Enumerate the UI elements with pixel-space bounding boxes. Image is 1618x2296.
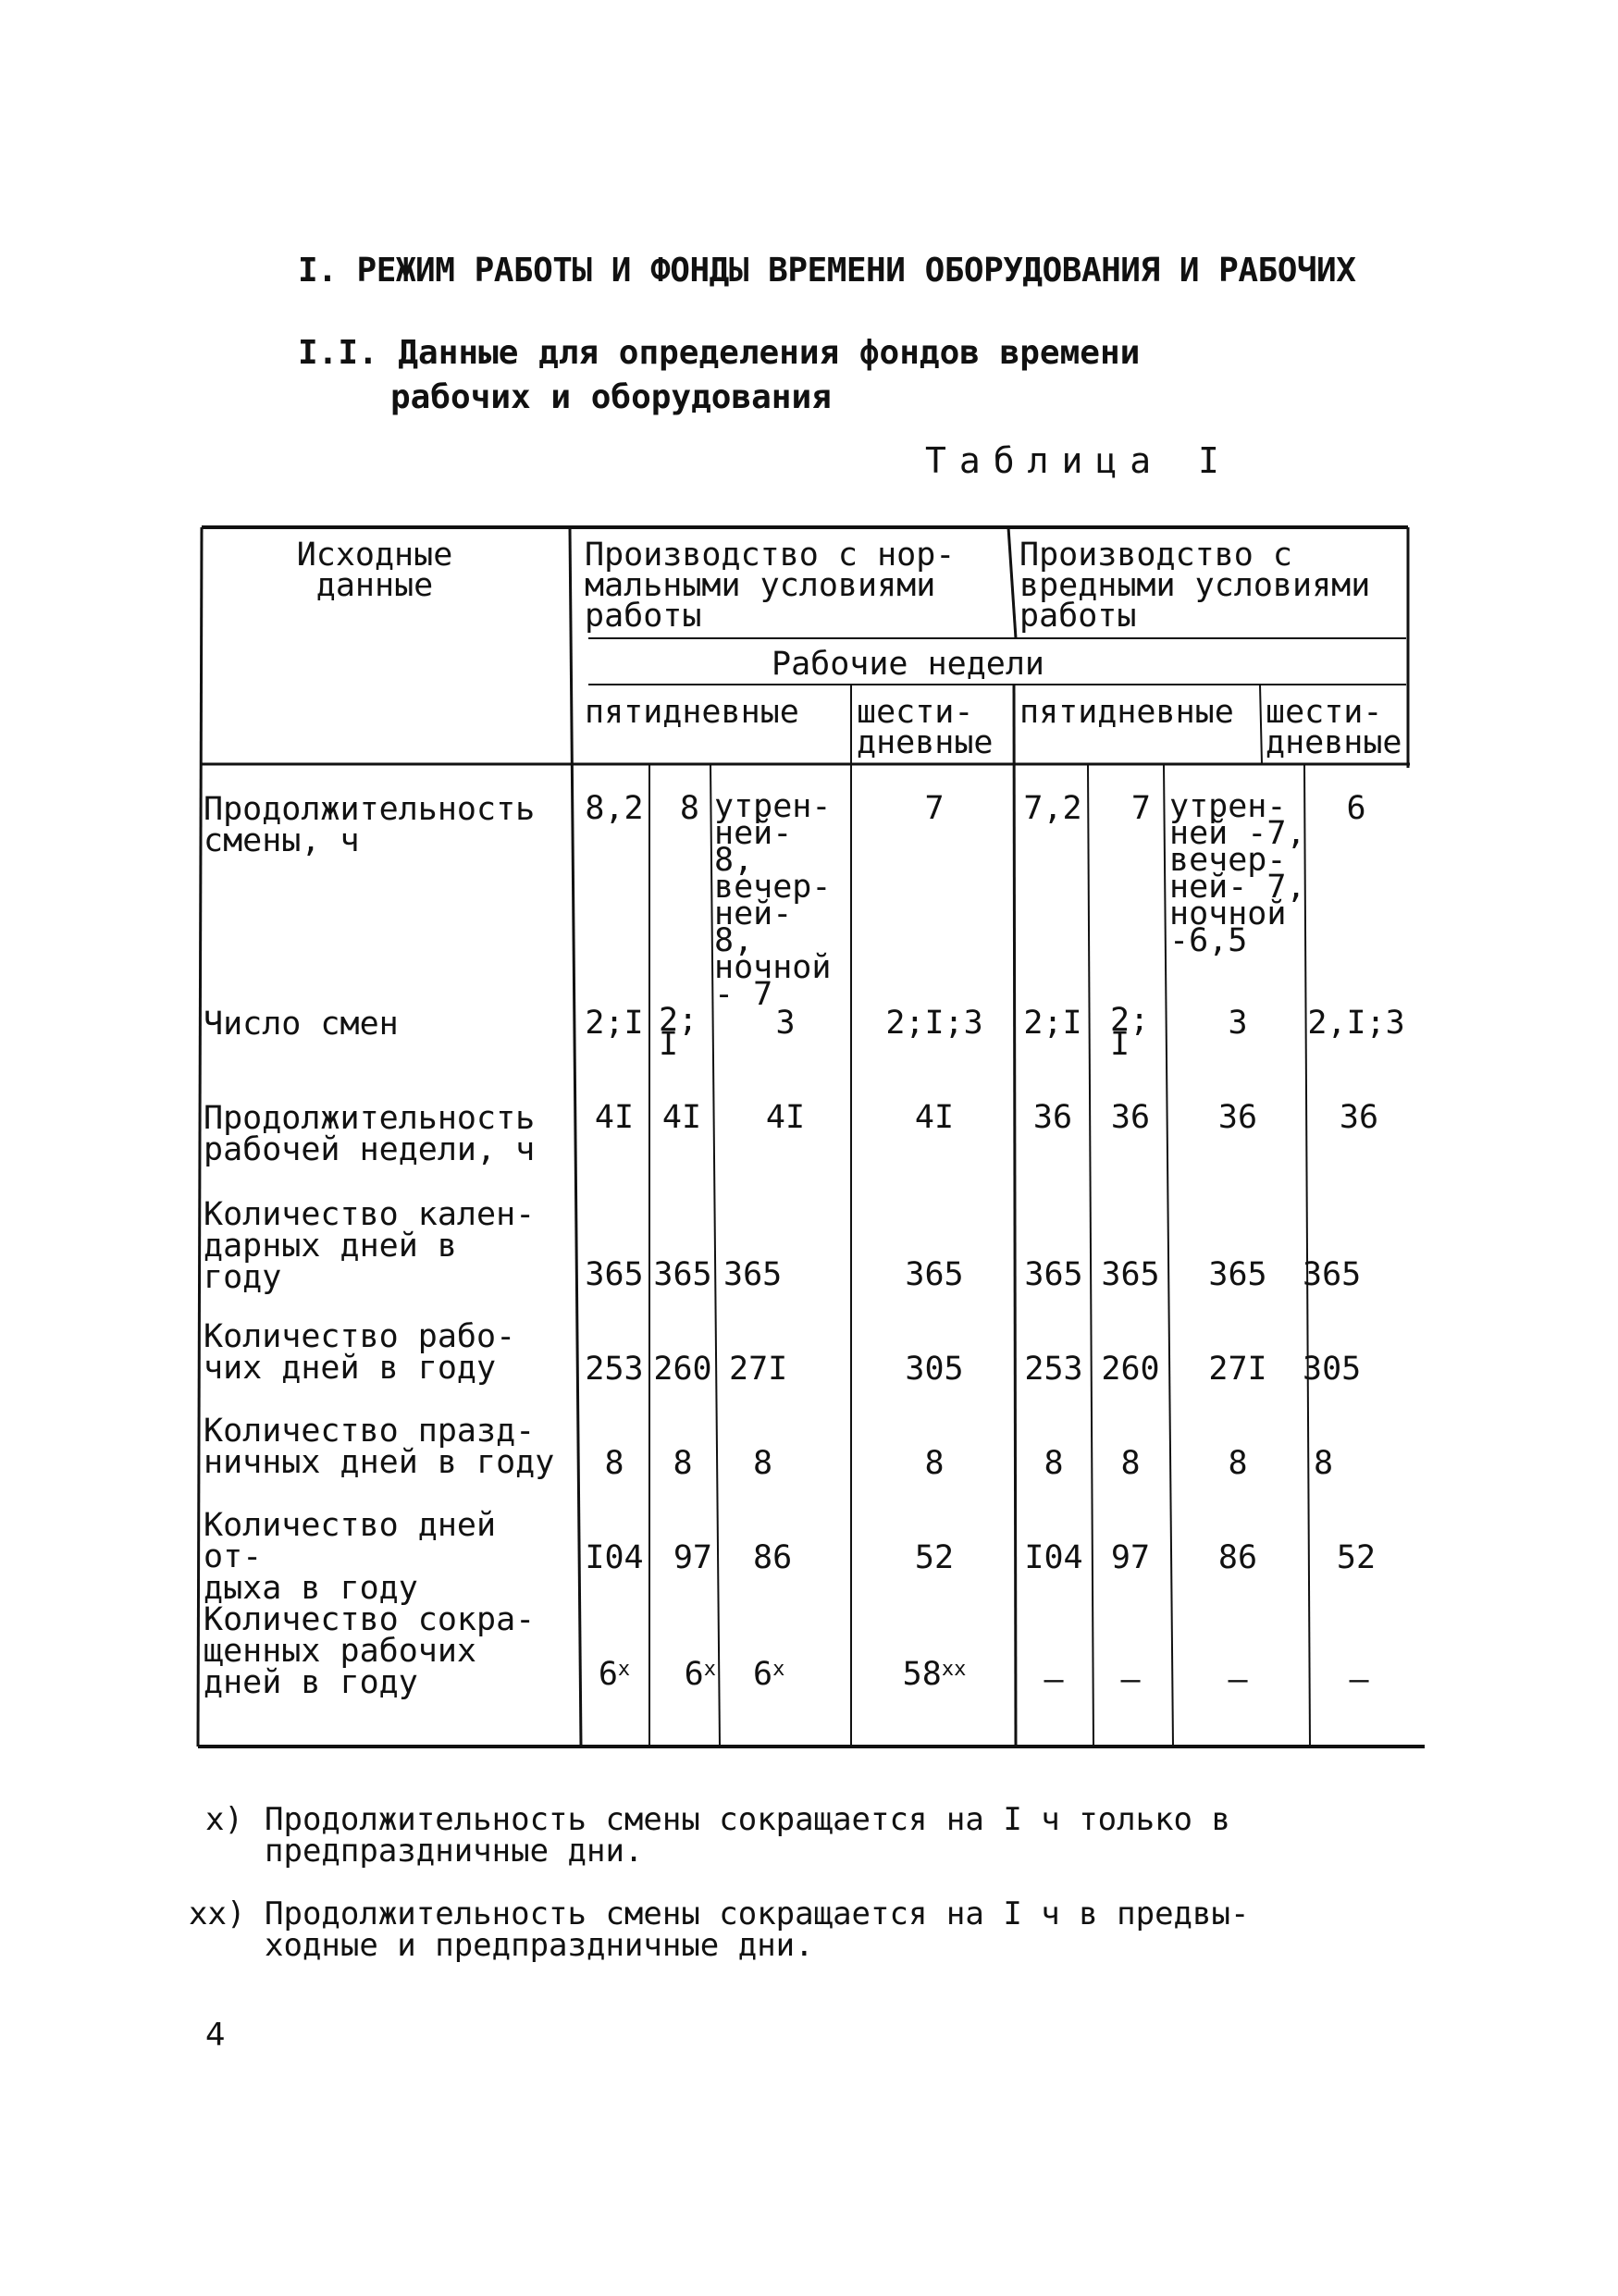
header-five-day-normal: пятидневные bbox=[585, 694, 799, 731]
cell: утрен- ней -7, вечер- ней- 7, ночной -6,5 bbox=[1169, 788, 1306, 959]
cell: 260 bbox=[653, 1351, 712, 1388]
cell: 27I bbox=[729, 1351, 788, 1388]
header-normal-conditions: Производство с нор- мальными условиями работы bbox=[585, 537, 956, 635]
cell: 7 bbox=[1130, 790, 1151, 827]
cell: 7 bbox=[924, 790, 945, 827]
cell: 260 bbox=[1101, 1351, 1160, 1388]
cell: 2; I bbox=[659, 1002, 698, 1063]
cell: 86 bbox=[753, 1539, 793, 1576]
cell: 8 bbox=[1228, 1445, 1248, 1482]
footnote-xx bbox=[189, 1895, 1502, 1972]
cell: 27I bbox=[1208, 1351, 1267, 1388]
cell: 253 bbox=[1024, 1351, 1083, 1388]
cell: 365 bbox=[1208, 1256, 1267, 1293]
cell: 6 bbox=[1346, 790, 1366, 827]
cell: 8 bbox=[1044, 1445, 1064, 1482]
header-six-day-normal: шести- дневные bbox=[857, 694, 994, 761]
row-label-shift-duration: Продолжительность смены, ч bbox=[204, 791, 536, 859]
cell: 8 bbox=[673, 1445, 693, 1482]
footnote-mark: xx) bbox=[189, 1895, 246, 1932]
header-source-data: Исходные данные bbox=[296, 537, 453, 604]
cell: 58$^{xx}$ bbox=[902, 1656, 967, 1693]
footnote-text: Продолжительность смены сокращается на I ч в предвы- ходные и предпраздничные дни. bbox=[265, 1895, 1250, 1964]
cell: 365 bbox=[1303, 1256, 1362, 1293]
cell: 6$^x$ bbox=[598, 1656, 631, 1693]
header-harmful-conditions: Производство с вредными условиями работы bbox=[1019, 537, 1371, 635]
row-label-shortened-days: Количество сокра- щенных рабочих дней в году bbox=[204, 1601, 536, 1701]
cell: – bbox=[1349, 1661, 1369, 1698]
cell: 36 bbox=[1110, 1099, 1151, 1136]
row-label-holidays: Количество празд- ничных дней в году bbox=[204, 1413, 555, 1481]
row-label-working-days: Количество рабо- чих дней в году bbox=[204, 1318, 516, 1387]
section-title: I. РЕЖИМ РАБОТЫ И ФОНДЫ ВРЕМЕНИ ОБОРУДОВАНИЯ И РАБОЧИХ bbox=[298, 252, 1356, 290]
cell: 6$^x$ bbox=[684, 1656, 716, 1693]
subsection-title-line1: I.I. Данные для определения фондов времени bbox=[298, 334, 1141, 372]
cell: – bbox=[1228, 1661, 1248, 1698]
col-sep-c bbox=[1088, 764, 1093, 1747]
cell: I04 bbox=[1024, 1539, 1083, 1576]
cell: утрен- ней- 8, вечер- ней- 8, ночной - 7 bbox=[714, 788, 832, 1013]
cell: 365 bbox=[905, 1256, 964, 1293]
cell: 6$^x$ bbox=[753, 1656, 785, 1693]
header-five-day-harmful: пятидневные bbox=[1019, 694, 1234, 731]
row-label-rest-days: Количество дней от- дыха в году bbox=[204, 1507, 497, 1607]
cell: 8 bbox=[753, 1445, 773, 1482]
cell: 4I bbox=[661, 1099, 702, 1136]
cell: 36 bbox=[1339, 1099, 1379, 1136]
cell: 305 bbox=[905, 1351, 964, 1388]
cell: 3 bbox=[775, 1005, 796, 1042]
cell: 365 bbox=[723, 1256, 783, 1293]
cell: 86 bbox=[1217, 1539, 1258, 1576]
cell: 4I bbox=[765, 1099, 806, 1136]
footnote-ref-x: x bbox=[617, 1658, 631, 1681]
footnote-ref-x: x bbox=[772, 1658, 785, 1681]
table-left-border bbox=[198, 527, 202, 1747]
cell: 8 bbox=[679, 790, 699, 827]
cell: 365 bbox=[1101, 1256, 1160, 1293]
cell: 36 bbox=[1217, 1099, 1258, 1136]
cell: 8,2 bbox=[585, 790, 644, 827]
cell: 8 bbox=[604, 1445, 624, 1482]
cell: 4I bbox=[914, 1099, 955, 1136]
row-label-shift-count: Число смен bbox=[204, 1006, 399, 1043]
cell: 97 bbox=[1110, 1539, 1151, 1576]
cell: 2;I bbox=[585, 1005, 644, 1042]
cell: 305 bbox=[1303, 1351, 1362, 1388]
cell: 365 bbox=[1024, 1256, 1083, 1293]
cell: 8 bbox=[924, 1445, 945, 1482]
cell: 253 bbox=[585, 1351, 644, 1388]
cell: 36 bbox=[1032, 1099, 1073, 1136]
col-sep-harmful bbox=[1014, 685, 1016, 1747]
footnote-ref-xx: xx bbox=[941, 1658, 967, 1681]
cell: 2,I;3 bbox=[1307, 1005, 1405, 1042]
header-working-weeks: Рабочие недели bbox=[772, 646, 1045, 683]
footnote-ref-x: x bbox=[703, 1658, 716, 1681]
cell: 2; I bbox=[1110, 1002, 1150, 1063]
footnote-mark: x) bbox=[205, 1801, 243, 1838]
table-label: Таблица I bbox=[925, 440, 1232, 481]
cell: 3 bbox=[1228, 1005, 1248, 1042]
cell: 8 bbox=[1314, 1445, 1334, 1482]
row-label-calendar-days: Количество кален- дарных дней в году bbox=[204, 1196, 536, 1296]
footnote-x bbox=[205, 1801, 1501, 1878]
cell: 52 bbox=[914, 1539, 955, 1576]
cell: 97 bbox=[673, 1539, 712, 1576]
cell: 2;I bbox=[1023, 1005, 1082, 1042]
cell: 2;I;3 bbox=[885, 1005, 983, 1042]
cell: I04 bbox=[585, 1539, 644, 1576]
cell: 365 bbox=[585, 1256, 644, 1293]
footnote-text: Продолжительность смены сокращается на I ч только в предпраздничные дни. bbox=[265, 1801, 1230, 1870]
cell: 52 bbox=[1336, 1539, 1377, 1576]
cell: 8 bbox=[1120, 1445, 1141, 1482]
cell: 4I bbox=[594, 1099, 635, 1136]
col-sep-harmful-six bbox=[1260, 685, 1262, 764]
cell: – bbox=[1120, 1661, 1141, 1698]
header-six-day-harmful: шести- дневные bbox=[1266, 694, 1402, 761]
cell: 7,2 bbox=[1023, 790, 1082, 827]
cell: 365 bbox=[653, 1256, 712, 1293]
subsection-title-line2: рабочих и оборудования bbox=[390, 378, 832, 416]
page-number: 4 bbox=[205, 2017, 226, 2054]
cell: – bbox=[1044, 1661, 1064, 1698]
row-label-week-duration: Продолжительность рабочей недели, ч bbox=[204, 1100, 536, 1168]
